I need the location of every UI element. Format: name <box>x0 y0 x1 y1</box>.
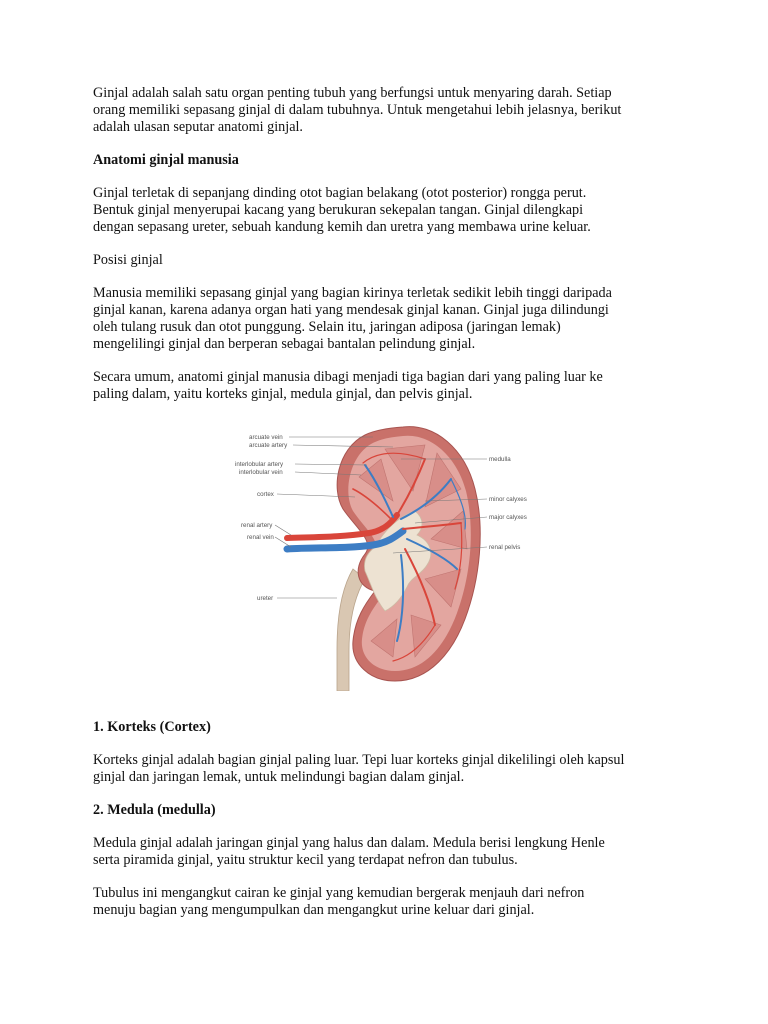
label-medulla: medulla <box>489 456 511 463</box>
label-major-calyxes: major calyxes <box>489 514 527 521</box>
anatomy-heading: Anatomi ginjal manusia <box>93 152 239 168</box>
paragraph-line: Tubulus ini mengangkut cairan ke ginjal yang kemudian bergerak menjauh dari nefron <box>93 885 585 901</box>
paragraph-line: serta piramida ginjal, yaitu struktur kecil yang terdapat nefron dan tubulus. <box>93 852 518 868</box>
label-interlobular-artery: interlobular artery <box>235 461 284 468</box>
label-renal-vein: renal vein <box>247 534 274 541</box>
anatomy-paragraph-location <box>93 185 683 236</box>
kidney-diagram <box>225 419 551 691</box>
label-renal-artery: renal artery <box>241 522 273 529</box>
paragraph-line: Medula ginjal adalah jaringan ginjal yang halus dan dalam. Medula berisi lengkung Henle <box>93 835 605 851</box>
paragraph-line: mengelilingi ginjal dan berperan sebagai bantalan pelindung ginjal. <box>93 336 476 352</box>
label-ureter: ureter <box>257 595 274 602</box>
paragraph-line: menuju bagian yang mengumpulkan dan mengangkut urine keluar dari ginjal. <box>93 902 535 918</box>
paragraph-line: ginjal dan jaringan lemak, untuk melindungi bagian dalam ginjal. <box>93 769 465 785</box>
intro-line: orang memiliki sepasang ginjal di dalam tubuhnya. Untuk mengetahui lebih jelasnya, berikut <box>93 102 622 118</box>
paragraph-line: Ginjal terletak di sepanjang dinding otot bagian belakang (otot posterior) rongga perut. <box>93 185 587 201</box>
label-renal-pelvis: renal pelvis <box>489 544 521 551</box>
position-subheading: Posisi ginjal <box>93 252 163 268</box>
document-page <box>93 85 683 935</box>
cortex-paragraph <box>93 752 683 786</box>
label-interlobular-vein: interlobular vein <box>239 469 283 476</box>
position-paragraph <box>93 285 683 353</box>
paragraph-line: Korteks ginjal adalah bagian ginjal paling luar. Tepi luar korteks ginjal dikelilingi oleh kapsul <box>93 752 625 768</box>
label-arcuate-artery: arcuate artery <box>249 442 288 449</box>
cortex-heading: 1. Korteks (Cortex) <box>93 719 211 735</box>
paragraph-line: Bentuk ginjal menyerupai kacang yang berukuran sekepalan tangan. Ginjal dilengkapi <box>93 202 584 218</box>
paragraph-line: Secara umum, anatomi ginjal manusia dibagi menjadi tiga bagian dari yang paling luar ke <box>93 369 603 385</box>
paragraph-line: oleh tulang rusuk dan otot punggung. Selain itu, jaringan adiposa (jaringan lemak) <box>93 319 561 335</box>
paragraph-line: Manusia memiliki sepasang ginjal yang bagian kirinya terletak sedikit lebih tinggi daripada <box>93 285 612 301</box>
label-minor-calyxes: minor calyxes <box>489 496 527 503</box>
paragraph-line: ginjal kanan, karena adanya organ hati yang mendesak ginjal kanan. Ginjal juga dilindungi <box>93 302 609 318</box>
tubulus-paragraph <box>93 885 683 919</box>
medulla-heading: 2. Medula (medulla) <box>93 802 216 818</box>
division-paragraph <box>93 369 683 403</box>
intro-line: Ginjal adalah salah satu organ penting tubuh yang berfungsi untuk menyaring darah. Setiap <box>93 85 612 101</box>
intro-line: adalah ulasan seputar anatomi ginjal. <box>93 119 303 135</box>
label-arcuate-vein: arcuate vein <box>249 434 283 441</box>
medulla-paragraph <box>93 835 683 869</box>
label-cortex: cortex <box>257 491 274 498</box>
kidney-anatomy-figure <box>93 419 683 691</box>
paragraph-line: dengan sepasang ureter, sebuah kandung kemih dan uretra yang membawa urine keluar. <box>93 219 591 235</box>
paragraph-line: paling dalam, yaitu korteks ginjal, medula ginjal, dan pelvis ginjal. <box>93 386 473 402</box>
intro-paragraph <box>93 85 683 136</box>
